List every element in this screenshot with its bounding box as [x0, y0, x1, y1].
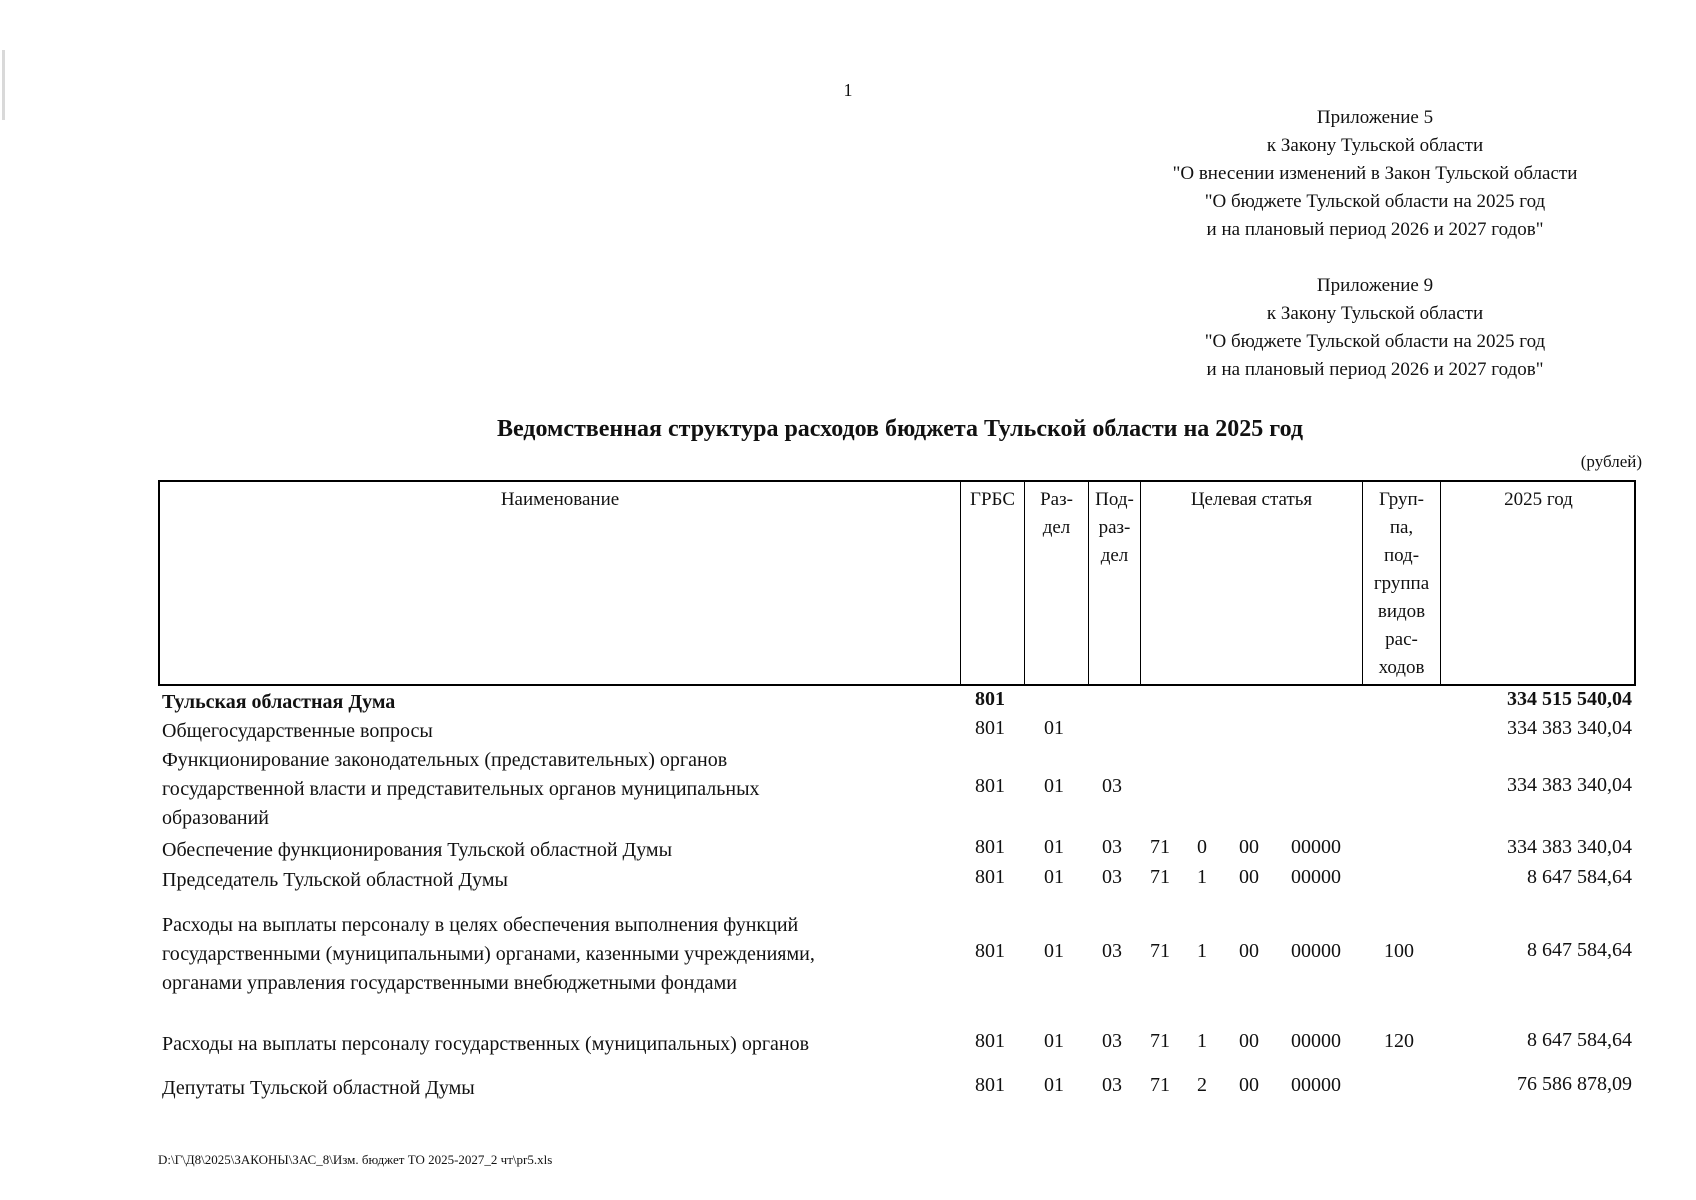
header-podrazdel — [1088, 482, 1140, 684]
row-target-direction: 00000 — [1291, 1074, 1341, 1096]
row-target-subprogram: 2 — [1197, 1074, 1207, 1096]
row-target-program: 71 — [1150, 866, 1170, 888]
row-razdel: 01 — [1044, 940, 1064, 962]
row-target-subprogram: 1 — [1197, 940, 1207, 962]
header-group-line: ходов — [1378, 657, 1425, 678]
row-amount: 8 647 584,64 — [1527, 1029, 1632, 1051]
row-name-line: органами управления государственными внебюджетными фондами — [162, 972, 737, 994]
row-name — [162, 688, 942, 717]
row-name-line: государственными (муниципальными) органами, казенными учреждениями, — [162, 943, 815, 965]
row-target-direction: 00000 — [1291, 836, 1341, 858]
row-grbs: 801 — [975, 940, 1005, 962]
row-grbs: 801 — [975, 688, 1005, 710]
row-amount: 8 647 584,64 — [1527, 939, 1632, 961]
page-number: 1 — [843, 80, 853, 100]
table-row — [158, 911, 1636, 998]
row-target-item: 00 — [1239, 1030, 1259, 1052]
row-target-direction: 00000 — [1291, 940, 1341, 962]
header-target-label: Целевая статья — [1190, 489, 1313, 510]
row-target-program: 71 — [1150, 1074, 1170, 1096]
table-row — [158, 1074, 1636, 1103]
header-year — [1440, 482, 1636, 684]
row-name-line: Обеспечение функционирования Тульской областной Думы — [162, 839, 673, 861]
row-name-line: Расходы на выплаты персоналу в целях обеспечения выполнения функций — [162, 914, 799, 936]
appendix-5-line: и на плановый период 2026 и 2027 годов" — [1206, 219, 1544, 240]
header-group-line: под- — [1383, 545, 1420, 566]
header-group-line: рас- — [1385, 629, 1418, 650]
row-amount: 8 647 584,64 — [1527, 866, 1632, 888]
row-name — [162, 1074, 942, 1103]
appendix-5-line: "О бюджете Тульской области на 2025 год — [1204, 191, 1546, 212]
table-row — [158, 1030, 1636, 1059]
row-name-line: Функционирование законодательных (представительных) органов — [162, 749, 728, 771]
row-grbs: 801 — [975, 1030, 1005, 1052]
appendix-5-line: к Закону Тульской области — [1266, 135, 1484, 156]
row-target-item: 00 — [1239, 940, 1259, 962]
row-amount: 76 586 878,09 — [1517, 1073, 1632, 1095]
row-name — [162, 1030, 942, 1059]
header-year-label: 2025 год — [1504, 489, 1573, 510]
row-name-line: Председатель Тульской областной Думы — [162, 869, 508, 891]
row-target-subprogram: 1 — [1197, 866, 1207, 888]
row-name — [162, 836, 942, 865]
table-row — [158, 836, 1636, 865]
table-row — [158, 717, 1636, 746]
table-row — [158, 688, 1636, 717]
row-razdel: 01 — [1044, 1074, 1064, 1096]
row-podrazdel: 03 — [1102, 1074, 1122, 1096]
appendix-9-line: Приложение 9 — [1316, 275, 1434, 296]
row-target-item: 00 — [1239, 836, 1259, 858]
row-target-direction: 00000 — [1291, 866, 1341, 888]
appendix-9-line: к Закону Тульской области — [1266, 303, 1484, 324]
row-name-line: Общегосударственные вопросы — [162, 720, 433, 742]
table-row — [158, 866, 1636, 895]
appendix-9-line: "О бюджете Тульской области на 2025 год — [1204, 331, 1546, 352]
header-expense-group — [1362, 482, 1440, 684]
appendix-5-line: "О внесении изменений в Закон Тульской области — [1172, 163, 1578, 184]
row-target-program: 71 — [1150, 836, 1170, 858]
row-podrazdel: 03 — [1102, 775, 1122, 797]
header-name-label: Наименование — [500, 489, 620, 510]
header-grbs — [960, 482, 1024, 684]
row-razdel: 01 — [1044, 717, 1064, 739]
header-razdel-line: дел — [1042, 517, 1071, 538]
row-target-subprogram: 0 — [1197, 836, 1207, 858]
header-grbs-label: ГРБС — [969, 489, 1015, 510]
row-name — [162, 746, 942, 833]
row-podrazdel: 03 — [1102, 836, 1122, 858]
appendix-5-line: Приложение 5 — [1316, 107, 1434, 128]
row-expense-group: 100 — [1384, 940, 1414, 962]
row-razdel: 01 — [1044, 1030, 1064, 1052]
header-razdel-line: Раз- — [1040, 489, 1073, 510]
row-grbs: 801 — [975, 866, 1005, 888]
row-podrazdel: 03 — [1102, 1030, 1122, 1052]
row-podrazdel: 03 — [1102, 866, 1122, 888]
appendix-5-heading — [1125, 104, 1625, 244]
row-razdel: 01 — [1044, 866, 1064, 888]
row-amount: 334 515 540,04 — [1507, 688, 1632, 710]
row-amount: 334 383 340,04 — [1507, 774, 1632, 796]
row-name-line: Депутаты Тульской областной Думы — [162, 1077, 475, 1099]
row-target-program: 71 — [1150, 940, 1170, 962]
row-grbs: 801 — [975, 836, 1005, 858]
row-name-line: Расходы на выплаты персоналу государственных (муниципальных) органов — [162, 1033, 810, 1055]
document-title: Ведомственная структура расходов бюджета Тульской области на 2025 год — [496, 416, 1304, 442]
header-group-line: видов — [1377, 601, 1426, 622]
appendix-9-heading — [1125, 272, 1625, 384]
row-target-subprogram: 1 — [1197, 1030, 1207, 1052]
header-razdel — [1024, 482, 1088, 684]
header-group-line: Груп- — [1378, 489, 1425, 510]
row-grbs: 801 — [975, 1074, 1005, 1096]
row-target-program: 71 — [1150, 1030, 1170, 1052]
row-grbs: 801 — [975, 775, 1005, 797]
header-target-article — [1140, 482, 1362, 684]
row-amount: 334 383 340,04 — [1507, 717, 1632, 739]
row-target-item: 00 — [1239, 1074, 1259, 1096]
row-target-direction: 00000 — [1291, 1030, 1341, 1052]
row-razdel: 01 — [1044, 775, 1064, 797]
row-name-line: образований — [162, 807, 270, 829]
header-group-line: группа — [1373, 573, 1430, 594]
appendix-9-line: и на плановый период 2026 и 2027 годов" — [1206, 359, 1544, 380]
table-header — [158, 480, 1636, 686]
header-name — [160, 482, 960, 684]
row-name — [162, 866, 942, 895]
row-target-item: 00 — [1239, 866, 1259, 888]
row-amount: 334 383 340,04 — [1507, 836, 1632, 858]
header-group-line: па, — [1389, 517, 1414, 538]
file-path-footer: D:\Г\Д8\2025\ЗАКОНЫ\ЗАС_8\Изм. бюджет ТО 2025-2027_2 чт\pr5.xls — [158, 1152, 553, 1167]
row-name-line: Тульская областная Дума — [162, 691, 396, 713]
table-row — [158, 746, 1636, 833]
units-label: (рублей) — [1580, 452, 1642, 471]
header-podrazdel-line: Под- — [1095, 489, 1134, 510]
row-name — [162, 717, 942, 746]
header-podrazdel-line: дел — [1100, 545, 1129, 566]
header-podrazdel-line: раз- — [1098, 517, 1131, 538]
row-podrazdel: 03 — [1102, 940, 1122, 962]
row-name — [162, 911, 942, 998]
row-expense-group: 120 — [1384, 1030, 1414, 1052]
row-razdel: 01 — [1044, 836, 1064, 858]
row-name-line: государственной власти и представительных органов муниципальных — [162, 778, 760, 800]
row-grbs: 801 — [975, 717, 1005, 739]
